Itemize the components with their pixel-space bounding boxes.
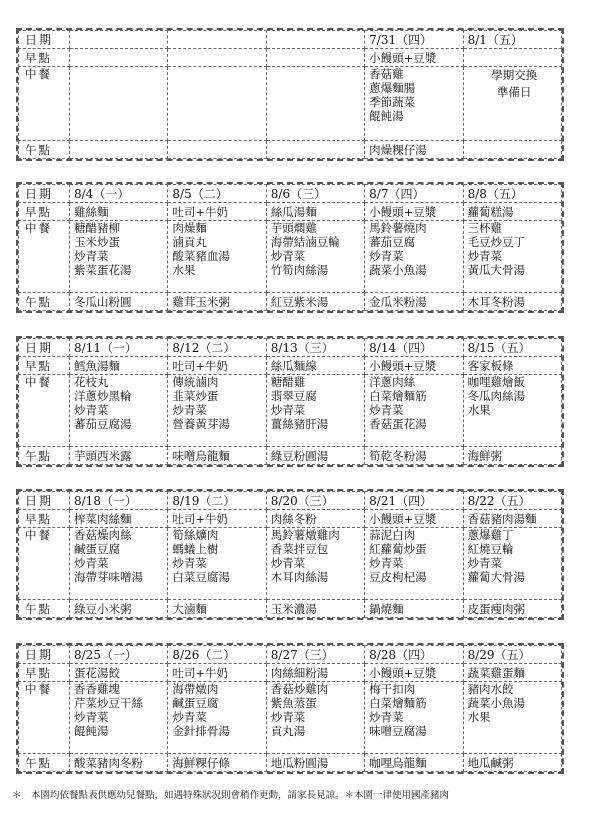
lunch-cell xyxy=(463,221,561,293)
day-date: 8/20（三） xyxy=(266,492,364,510)
day-date: 8/27（三） xyxy=(266,646,364,664)
snack-cell: 金瓜米粉湯 xyxy=(365,293,463,311)
lunch-dish: 木耳肉絲湯 xyxy=(270,570,329,584)
lunch-cell xyxy=(70,682,168,754)
day-date: 8/6（三） xyxy=(266,185,364,203)
snack-cell: 肉燥粿仔湯 xyxy=(365,141,463,159)
day-date: 8/5（二） xyxy=(168,185,266,203)
week-2-table xyxy=(18,338,562,465)
breakfast-cell: 肉絲冬粉 xyxy=(266,510,364,528)
lunch-dish: 馬鈴薯燒肉 xyxy=(369,221,427,235)
menu-week-4 xyxy=(16,643,564,774)
menu-week-3 xyxy=(16,489,564,620)
lunch-cell xyxy=(266,528,364,600)
lunch-cell xyxy=(266,67,364,141)
lunch-dish: 豆皮枸杞湯 xyxy=(369,570,427,584)
lunch-dish: 海帶芽味噌湯 xyxy=(74,570,143,584)
snack-cell: 地瓜鹹粥 xyxy=(463,754,561,772)
date-row xyxy=(19,31,562,49)
breakfast-cell: 榨菜肉絲麵 xyxy=(70,510,168,528)
lunch-cell xyxy=(70,221,168,293)
breakfast-label: 早點 xyxy=(19,357,70,375)
breakfast-cell: 蔬菜雞蛋麵 xyxy=(463,664,561,682)
lunch-cell xyxy=(168,375,266,447)
breakfast-cell xyxy=(463,49,561,67)
lunch-dish: 蔥爆雞丁 xyxy=(467,528,514,542)
snack-row xyxy=(19,293,562,311)
day-date: 8/28（四） xyxy=(365,646,463,664)
lunch-dish: 螞蟻上樹 xyxy=(172,542,219,556)
lunch-cell xyxy=(70,375,168,447)
snack-cell: 紅豆紫米湯 xyxy=(266,293,364,311)
breakfast-row xyxy=(19,510,562,528)
lunch-dish: 香菇蛋花湯 xyxy=(369,417,427,431)
date-label: 日期 xyxy=(19,646,70,664)
breakfast-cell: 絲瓜麵線 xyxy=(266,357,364,375)
snack-label: 午點 xyxy=(19,141,70,159)
snack-cell: 味噌烏龍麵 xyxy=(168,447,266,465)
lunch-dish: 花枝丸 xyxy=(74,375,109,389)
breakfast-cell: 吐司+牛奶 xyxy=(168,203,266,221)
lunch-cell xyxy=(168,682,266,754)
day-date: 8/22（五） xyxy=(463,492,561,510)
date-label: 日期 xyxy=(19,185,70,203)
lunch-dish: 水果 xyxy=(172,263,196,277)
breakfast-cell xyxy=(70,49,168,67)
day-date xyxy=(168,31,266,49)
snack-cell xyxy=(168,141,266,159)
snack-cell: 冬瓜山粉圓 xyxy=(70,293,168,311)
lunch-dish: 炒青菜 xyxy=(369,249,404,263)
lunch-cell xyxy=(365,375,463,447)
snack-cell: 地瓜粉圓湯 xyxy=(266,754,364,772)
lunch-label: 中餐 xyxy=(19,682,70,754)
breakfast-cell: 雞絲麵 xyxy=(70,203,168,221)
day-date: 8/8（五） xyxy=(463,185,561,203)
breakfast-row xyxy=(19,49,562,67)
breakfast-row xyxy=(19,203,562,221)
lunch-dish: 炒青菜 xyxy=(172,556,207,570)
lunch-cell xyxy=(266,221,364,293)
snack-cell: 綠豆小米粥 xyxy=(70,600,168,618)
lunch-dish: 芋頭燜雞 xyxy=(270,221,317,235)
lunch-cell xyxy=(365,67,463,141)
day-date: 7/31（四） xyxy=(365,31,463,49)
lunch-dish: 炒青菜 xyxy=(270,556,306,570)
menu-week-1 xyxy=(16,182,564,313)
day-date: 8/19（二） xyxy=(168,492,266,510)
snack-cell: 咖哩烏龍麵 xyxy=(365,754,463,772)
snack-cell xyxy=(463,141,561,159)
lunch-dish: 糖醋豬柳 xyxy=(74,221,120,235)
lunch-dish: 紫魚蒸蛋 xyxy=(270,696,317,710)
lunch-dish: 肉燥麵 xyxy=(172,221,207,235)
lunch-dish: 蔥爆麵腸 xyxy=(369,81,416,95)
day-date: 8/25（一） xyxy=(70,646,168,664)
day-date xyxy=(266,31,364,49)
breakfast-cell: 小饅頭+豆漿 xyxy=(365,510,463,528)
lunch-dish: 香香雞塊 xyxy=(74,682,120,696)
breakfast-cell: 肉絲細粉湯 xyxy=(266,664,364,682)
lunch-dish: 貢丸湯 xyxy=(270,724,306,738)
lunch-dish: 蕃茄豆腐 xyxy=(369,235,416,249)
lunch-dish: 炒青菜 xyxy=(74,249,109,263)
breakfast-cell: 小饅頭+豆漿 xyxy=(365,664,463,682)
breakfast-cell xyxy=(266,49,364,67)
lunch-dish: 蒜泥白肉 xyxy=(369,528,416,542)
lunch-cell xyxy=(70,528,168,600)
lunch-dish: 鹹蛋豆腐 xyxy=(74,542,120,556)
snack-label: 午點 xyxy=(19,293,70,311)
day-date: 8/21（四） xyxy=(365,492,463,510)
lunch-dish: 韭菜炒蛋 xyxy=(172,389,219,403)
lunch-dish: 炒青菜 xyxy=(270,403,306,417)
lunch-dish: 餛飩湯 xyxy=(369,109,404,123)
lunch-cell xyxy=(463,528,561,600)
day-date: 8/26（二） xyxy=(168,646,266,664)
lunch-dish: 香菇炒雞肉 xyxy=(270,682,329,696)
lunch-dish: 白菜燴麵筋 xyxy=(369,696,427,710)
day-date: 8/14（四） xyxy=(365,339,463,357)
snack-label: 午點 xyxy=(19,447,70,465)
lunch-cell xyxy=(266,682,364,754)
special-notice-line: 準備日 xyxy=(497,85,532,99)
lunch-dish: 酸菜豬血湯 xyxy=(172,249,230,263)
lunch-dish: 咖哩雞燴飯 xyxy=(467,375,526,389)
lunch-cell xyxy=(365,221,463,293)
menu-week-0 xyxy=(16,28,564,161)
lunch-cell xyxy=(168,528,266,600)
lunch-dish: 玉米炒蛋 xyxy=(74,235,120,249)
lunch-dish: 炒青菜 xyxy=(270,249,306,263)
lunch-dish: 蘿蔔大骨湯 xyxy=(467,570,526,584)
breakfast-cell: 蘿蔔糕湯 xyxy=(463,203,561,221)
lunch-dish: 炒青菜 xyxy=(369,556,404,570)
lunch-dish: 糖醋雞 xyxy=(270,375,306,389)
snack-cell xyxy=(70,141,168,159)
snack-row xyxy=(19,754,562,772)
lunch-dish: 炒青菜 xyxy=(74,710,109,724)
lunch-dish: 洋蔥炒黑輪 xyxy=(74,389,132,403)
snack-cell: 皮蛋瘦肉粥 xyxy=(463,600,561,618)
snack-cell xyxy=(266,141,364,159)
breakfast-cell: 鱈魚湯麵 xyxy=(70,357,168,375)
lunch-dish: 炒青菜 xyxy=(172,403,207,417)
snack-cell: 綠豆粉圓湯 xyxy=(266,447,364,465)
lunch-dish: 蔬菜小魚湯 xyxy=(467,696,526,710)
lunch-dish: 炒青菜 xyxy=(172,710,207,724)
breakfast-cell xyxy=(168,49,266,67)
lunch-dish: 紅蘿蔔炒蛋 xyxy=(369,542,427,556)
lunch-cell xyxy=(70,67,168,141)
lunch-dish: 紫菜蛋花湯 xyxy=(74,263,132,277)
snack-row xyxy=(19,600,562,618)
breakfast-cell: 香菇豬肉湯麵 xyxy=(463,510,561,528)
lunch-dish: 薑絲豬肝湯 xyxy=(270,417,329,431)
breakfast-label: 早點 xyxy=(19,664,70,682)
lunch-cell xyxy=(168,221,266,293)
lunch-cell xyxy=(365,682,463,754)
menu-week-2 xyxy=(16,336,564,467)
lunch-dish: 洋蔥肉絲 xyxy=(369,375,416,389)
lunch-dish: 竹筍肉絲湯 xyxy=(270,263,329,277)
date-row xyxy=(19,492,562,510)
lunch-dish: 香菜拌豆包 xyxy=(270,542,329,556)
lunch-label: 中餐 xyxy=(19,375,70,447)
lunch-dish: 味噌豆腐湯 xyxy=(369,724,427,738)
date-row xyxy=(19,646,562,664)
date-label: 日期 xyxy=(19,492,70,510)
snack-cell: 鍋燒麵 xyxy=(365,600,463,618)
lunch-dish: 炒青菜 xyxy=(74,556,109,570)
week-3-table xyxy=(18,491,562,618)
lunch-dish: 香菇雞 xyxy=(369,67,404,81)
date-label: 日期 xyxy=(19,339,70,357)
breakfast-cell: 吐司+牛奶 xyxy=(168,664,266,682)
lunch-dish: 毛豆炒豆丁 xyxy=(467,235,526,249)
lunch-dish: 炒青菜 xyxy=(369,403,404,417)
breakfast-row xyxy=(19,357,562,375)
lunch-cell xyxy=(463,682,561,754)
day-date: 8/29（五） xyxy=(463,646,561,664)
lunch-row xyxy=(19,67,562,141)
snack-cell: 大滷麵 xyxy=(168,600,266,618)
lunch-dish: 冬瓜肉絲湯 xyxy=(467,389,526,403)
lunch-dish: 炒青菜 xyxy=(467,249,503,263)
lunch-dish: 芹菜炒豆干絲 xyxy=(74,696,143,710)
day-date: 8/11（一） xyxy=(70,339,168,357)
lunch-row xyxy=(19,528,562,600)
date-row xyxy=(19,185,562,203)
date-label: 日期 xyxy=(19,31,70,49)
day-date: 8/15（五） xyxy=(463,339,561,357)
lunch-dish: 餛飩湯 xyxy=(74,724,109,738)
lunch-dish: 海帶結滷豆輪 xyxy=(270,235,340,249)
lunch-dish: 滷貢丸 xyxy=(172,235,207,249)
snack-label: 午點 xyxy=(19,754,70,772)
lunch-dish: 翡翠豆腐 xyxy=(270,389,317,403)
week-4-table xyxy=(18,645,562,772)
breakfast-label: 早點 xyxy=(19,510,70,528)
lunch-dish: 炒青菜 xyxy=(467,556,503,570)
week-0-table xyxy=(18,30,562,159)
footer-note: ＊ 本園均依餐點表供應幼兒餐點，如遇特殊狀況則會稍作更動，請家長見諒。＊本園一律使用國產豬肉 xyxy=(12,790,450,801)
lunch-dish: 梅干扣肉 xyxy=(369,682,416,696)
week-1-table xyxy=(18,184,562,311)
breakfast-cell: 吐司+牛奶 xyxy=(168,357,266,375)
day-date: 8/13（三） xyxy=(266,339,364,357)
day-date: 8/7（四） xyxy=(365,185,463,203)
special-notice xyxy=(463,67,561,141)
snack-cell: 海鮮粥 xyxy=(463,447,561,465)
snack-row xyxy=(19,447,562,465)
date-row xyxy=(19,339,562,357)
lunch-dish: 馬鈴薯燉雞肉 xyxy=(270,528,340,542)
day-date xyxy=(70,31,168,49)
lunch-cell xyxy=(266,375,364,447)
snack-cell: 芋頭西米露 xyxy=(70,447,168,465)
lunch-dish: 白菜燴麵筋 xyxy=(369,389,427,403)
day-date: 8/12（二） xyxy=(168,339,266,357)
breakfast-label: 早點 xyxy=(19,49,70,67)
lunch-cell xyxy=(168,67,266,141)
lunch-dish: 蔬菜小魚湯 xyxy=(369,263,427,277)
lunch-dish: 海帶燉肉 xyxy=(172,682,219,696)
lunch-label: 中餐 xyxy=(19,67,70,141)
lunch-row xyxy=(19,221,562,293)
lunch-dish: 炒青菜 xyxy=(270,710,306,724)
lunch-label: 中餐 xyxy=(19,528,70,600)
lunch-dish: 筍絲爌肉 xyxy=(172,528,219,542)
lunch-dish: 黃瓜大骨湯 xyxy=(467,263,526,277)
lunch-row xyxy=(19,682,562,754)
snack-cell: 海鮮粿仔條 xyxy=(168,754,266,772)
snack-cell: 雞茸玉米粥 xyxy=(168,293,266,311)
lunch-dish: 炒青菜 xyxy=(74,403,109,417)
breakfast-row xyxy=(19,664,562,682)
lunch-dish: 豬肉水餃 xyxy=(467,682,514,696)
breakfast-cell: 小饅頭+豆漿 xyxy=(365,49,463,67)
lunch-dish: 白菜豆腐湯 xyxy=(172,570,230,584)
breakfast-label: 早點 xyxy=(19,203,70,221)
snack-cell: 木耳冬粉湯 xyxy=(463,293,561,311)
lunch-dish: 三杯雞 xyxy=(467,221,503,235)
lunch-label: 中餐 xyxy=(19,221,70,293)
breakfast-cell: 小饅頭+豆漿 xyxy=(365,203,463,221)
lunch-dish: 蕃茄豆腐湯 xyxy=(74,417,132,431)
lunch-dish: 傳統滷肉 xyxy=(172,375,219,389)
lunch-row xyxy=(19,375,562,447)
snack-cell: 筍乾冬粉湯 xyxy=(365,447,463,465)
snack-cell: 玉米濃湯 xyxy=(266,600,364,618)
lunch-dish: 水果 xyxy=(467,710,491,724)
lunch-dish: 炒青菜 xyxy=(369,710,404,724)
snack-cell: 酸菜豬肉冬粉 xyxy=(70,754,168,772)
lunch-dish: 香菇燥肉絲 xyxy=(74,528,132,542)
lunch-dish: 營養黃芽湯 xyxy=(172,417,230,431)
breakfast-cell: 絲瓜湯麵 xyxy=(266,203,364,221)
lunch-dish: 水果 xyxy=(467,403,491,417)
special-notice-line: 學期交換 xyxy=(491,68,538,82)
lunch-cell xyxy=(365,528,463,600)
breakfast-cell: 客家板條 xyxy=(463,357,561,375)
day-date: 8/1（五） xyxy=(463,31,561,49)
day-date: 8/4（一） xyxy=(70,185,168,203)
lunch-dish: 鹹蛋豆腐 xyxy=(172,696,219,710)
lunch-dish: 金針排骨湯 xyxy=(172,724,230,738)
snack-label: 午點 xyxy=(19,600,70,618)
snack-row xyxy=(19,141,562,159)
breakfast-cell: 蛋花湯餃 xyxy=(70,664,168,682)
lunch-dish: 季節蔬菜 xyxy=(369,95,416,109)
breakfast-cell: 吐司+牛奶 xyxy=(168,510,266,528)
lunch-dish: 紅燒豆輪 xyxy=(467,542,514,556)
day-date: 8/18（一） xyxy=(70,492,168,510)
breakfast-cell: 小饅頭+豆漿 xyxy=(365,357,463,375)
lunch-cell xyxy=(463,375,561,447)
